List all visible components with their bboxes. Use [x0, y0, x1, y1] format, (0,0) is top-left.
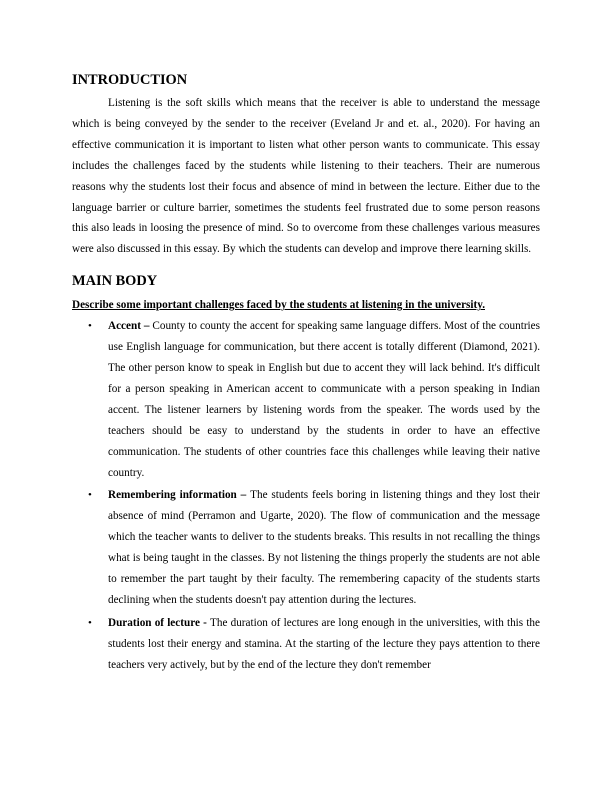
item-text: County to county the accent for speaking same language differs. Most of the countries use English language for communication, but there accent is totally different (Diamond, 2021). The other person know to speak in English but due to accent they will lack behind. It's difficult for a person speaking in American accent to communicate with a person speaking in Indian accent. The listener learners by listening words from the speaker. The words used by the teachers should be easy to understand by the students in order to have an effective communication. The students of other countries face this challenges while leaving their native country.	[108, 320, 540, 479]
list-item	[72, 316, 540, 483]
document-page	[72, 68, 540, 678]
item-term: Duration of lecture -	[108, 616, 211, 629]
list-item	[72, 485, 540, 610]
introduction-heading: INTRODUCTION	[72, 72, 188, 88]
item-text: The duration of lectures are long enough in the universities, with this the students lost their energy and stamina. At the starting of the lecture they pays attention to there teachers very actively, but by the end of the lecture they don't remember	[108, 616, 540, 671]
question-heading: Describe some important challenges faced by the students at listening in the university.	[72, 299, 485, 312]
bullet-icon: •	[88, 616, 92, 629]
item-text: The students feels boring in listening things and they lost their absence of mind (Perramon and Ugarte, 2020). The flow of communication and the message which the teacher wants to deliver to the students breaks. This results in not recalling the things what is being taught in the classes. By not listening the things properly the students are not able to remember the part taught by their faculty. The remembering capacity of the students starts declining when the students doesn't pay attention during the lectures.	[108, 489, 540, 606]
introduction-paragraph: Listening is the soft skills which means that the receiver is able to understand the message which is being conveyed by the sender to the receiver (Eveland Jr and et. al., 2020). For having an effective communication it is important to listen what other person wants to communicate. This essay includes the challenges faced by the students while listening to their teachers. Their are numerous reasons why the students lost their focus and absence of mind in between the lecture. Either due to the language barrier or culture barrier, sometimes the students feel frustrated due to some person reasons this also leads in loosing the presence of mind. So to overcome from these challenges various measures were also discussed in this essay. By which the students can develop and improve there learning skills.	[72, 97, 540, 256]
list-item	[72, 613, 540, 676]
item-term: Remembering information –	[108, 489, 251, 502]
item-term: Accent –	[108, 320, 153, 333]
bullet-icon: •	[88, 320, 92, 333]
challenges-list	[72, 316, 540, 675]
main-body-heading: MAIN BODY	[72, 273, 158, 290]
bullet-icon: •	[88, 489, 92, 502]
